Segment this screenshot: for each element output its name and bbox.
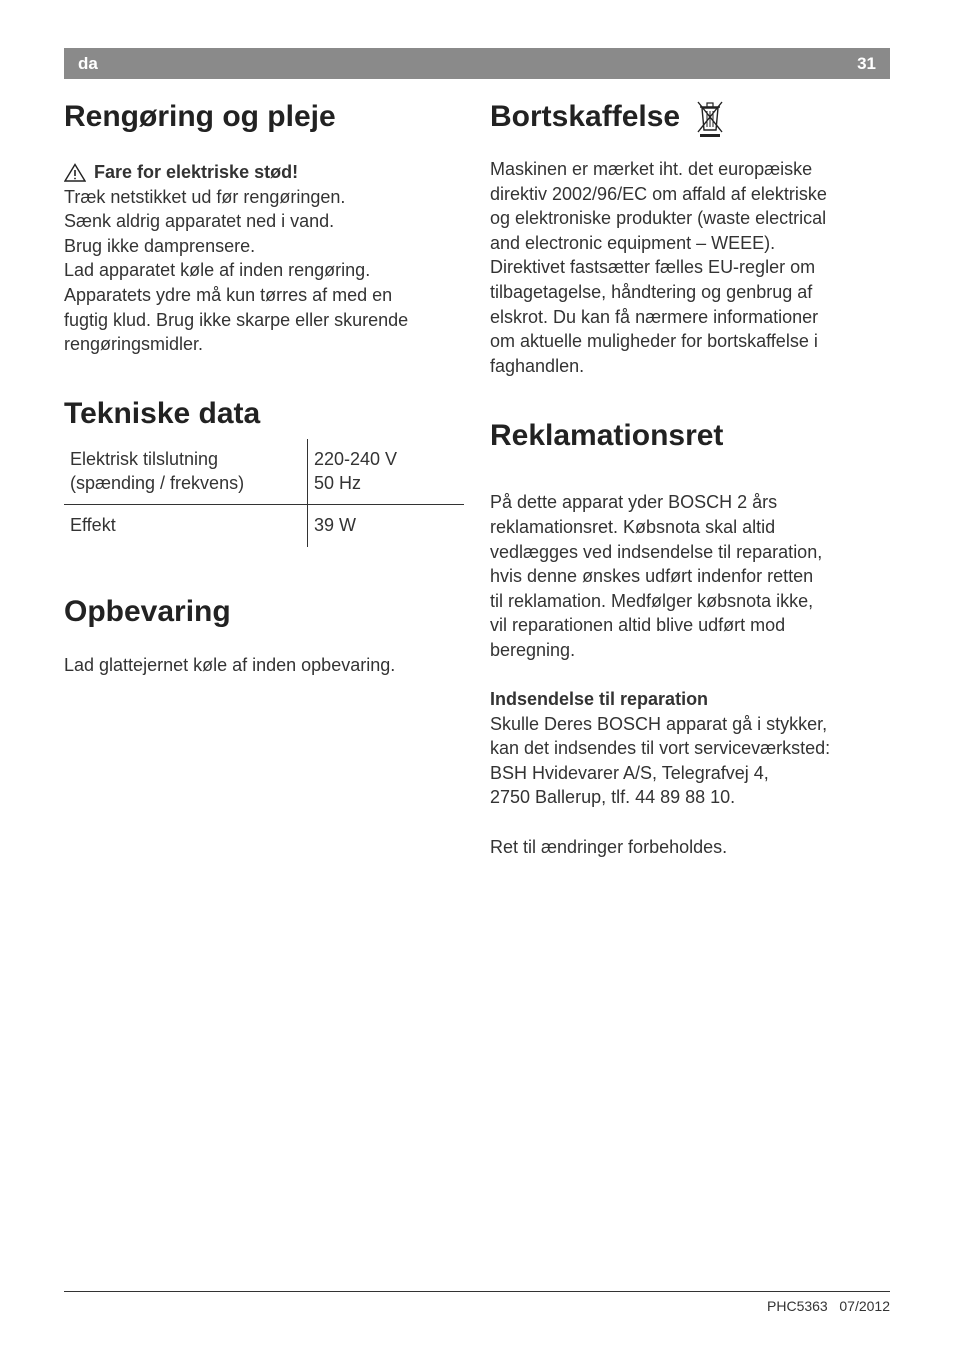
row-value-line: 220-240 V bbox=[314, 448, 398, 469]
warranty-line: På dette apparat yder BOSCH 2 års bbox=[490, 492, 778, 513]
storage-title: Opbevaring bbox=[64, 594, 231, 628]
warranty-line: vil reparationen altid blive udført mod bbox=[490, 615, 786, 636]
warranty-line: vedlægges ved indsendelse til reparation, bbox=[490, 541, 823, 562]
warranty-line: til reklamation. Medfølger købsnota ikke, bbox=[490, 590, 814, 611]
tech-title: Tekniske data bbox=[64, 396, 261, 430]
warranty-line: hvis denne ønskes udført indenfor retten bbox=[490, 566, 814, 587]
disposal-line: Maskinen er mærket iht. det europæiske bbox=[490, 159, 813, 179]
closing-note: Ret til ændringer forbeholdes. bbox=[490, 836, 728, 857]
table-row bbox=[64, 447, 464, 497]
cleaning-line: Apparatets ydre må kun tørres af med en bbox=[64, 284, 393, 305]
row-value: 39 W bbox=[314, 514, 357, 535]
disposal-line: Direktivet fastsætter fælles EU-regler om bbox=[490, 257, 816, 278]
repair-heading: Indsendelse til reparation bbox=[490, 689, 709, 710]
storage-text: Lad glattejernet køle af inden opbevaring. bbox=[64, 654, 396, 675]
row-label: Effekt bbox=[70, 514, 116, 535]
crossed-out-bin-icon bbox=[696, 98, 724, 138]
disposal-line: om aktuelle muligheder for bortskaffelse i bbox=[490, 331, 818, 352]
left-column bbox=[64, 92, 464, 677]
right-column bbox=[490, 92, 890, 859]
disposal-line: tilbagetagelse, håndtering og genbrug af bbox=[490, 281, 813, 302]
row-label-line: Elektrisk tilslutning bbox=[70, 448, 219, 469]
row-label bbox=[70, 447, 244, 496]
warranty-line: reklamationsret. Købsnota skal altid bbox=[490, 516, 776, 537]
row-value bbox=[314, 447, 397, 496]
row-value-line: 50 Hz bbox=[314, 473, 362, 494]
warning-triangle-icon bbox=[64, 163, 86, 182]
repair-line: kan det indsendes til vort serviceværksted: bbox=[490, 738, 831, 759]
cleaning-line: Lad apparatet køle af inden rengøring. bbox=[64, 260, 371, 281]
footer-rule bbox=[64, 1291, 890, 1292]
repair-line: BSH Hvidevarer A/S, Telegrafvej 4, bbox=[490, 762, 769, 783]
warning-text: Fare for elektriske stød! bbox=[94, 162, 299, 182]
cleaning-line: Sænk aldrig apparatet ned i vand. bbox=[64, 211, 335, 232]
repair-line: Skulle Deres BOSCH apparat gå i stykker, bbox=[490, 713, 828, 734]
cleaning-line: Træk netstikket ud før rengøringen. bbox=[64, 186, 346, 207]
header-bar bbox=[64, 48, 890, 79]
repair-line: 2750 Ballerup, tlf. 44 89 88 10. bbox=[490, 787, 736, 808]
warning-line bbox=[64, 160, 464, 185]
disposal-line: direktiv 2002/96/EC om affald af elektriske bbox=[490, 183, 827, 204]
disposal-title: Bortskaffelse bbox=[490, 100, 681, 133]
disposal-line: and electronic equipment – WEEE). bbox=[490, 232, 776, 253]
disposal-heading bbox=[490, 92, 890, 142]
cleaning-line: Brug ikke damprensere. bbox=[64, 235, 256, 256]
warranty-line: beregning. bbox=[490, 639, 576, 660]
cleaning-line: rengøringsmidler. bbox=[64, 334, 204, 355]
tech-table bbox=[64, 439, 464, 547]
table-rule bbox=[64, 504, 464, 506]
warranty-title: Reklamationsret bbox=[490, 419, 724, 453]
disposal-line: faghandlen. bbox=[490, 355, 585, 376]
page-number: 31 bbox=[857, 54, 876, 73]
language-code: da bbox=[78, 54, 98, 73]
cleaning-line: fugtig klud. Brug ikke skarpe eller skurende bbox=[64, 309, 409, 330]
disposal-line: og elektroniske produkter (waste electrical bbox=[490, 208, 827, 229]
row-label-line: (spænding / frekvens) bbox=[70, 473, 245, 494]
disposal-line: elskrot. Du kan få nærmere informationer bbox=[490, 306, 819, 327]
cleaning-title: Rengøring og pleje bbox=[64, 100, 336, 133]
footer-text: PHC5363 07/2012 bbox=[767, 1298, 890, 1314]
